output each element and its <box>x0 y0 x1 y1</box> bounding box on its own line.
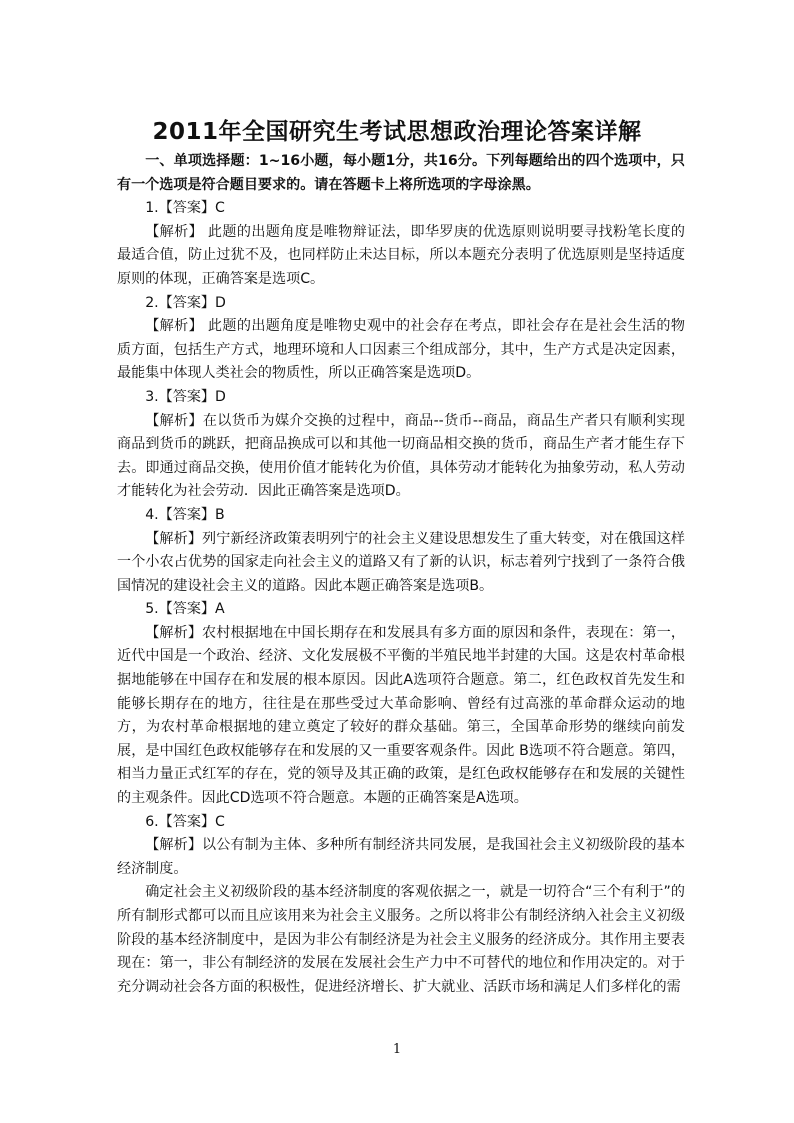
document-body <box>117 150 685 999</box>
answer-line: 2.【答案】D <box>145 294 226 311</box>
section-heading: 一、单项选择题：1~16小题，每小题1分，共16分。下列每题给出的四个选项中，只有一个选项是符合题目要求的。请在答题卡上将所选项的字母涂黑。 <box>117 153 685 193</box>
answer-line: 3.【答案】D <box>145 388 226 405</box>
explanation-paragraph: 确定社会主义初级阶段的基本经济制度的客观依据之一，就是一切符合“三个有利于”的所有制形式都可以而且应该用来为社会主义服务。之所以将非公有制经济纳入社会主义初级阶段的基本经济制度中，是因为非公有制经济是为社会主义服务的经济成分。其作用主要表现在：第一，非公有制经济的发展在发展社会生产力中不可替代的地位和作用决定的。对于充分调动社会各方面的积极性，促进经济增长、扩大就业、活跃市场和满足人们多样化的需 <box>117 884 685 995</box>
explanation-paragraph: 【解析】 此题的出题角度是唯物史观中的社会存在考点，即社会存在是社会生活的物质方面，包括生产方式，地理环境和人口因素三个组成部分，其中，生产方式是决定因素，最能集中体现人类社会的物质性，所以正确答案是选项D。 <box>117 318 685 382</box>
explanation-paragraph: 【解析】在以货币为媒介交换的过程中，商品--货币--商品，商品生产者只有顺利实现商品到货币的跳跃，把商品换成可以和其他一切商品相交换的货币，商品生产者才能生存下去。即通过商品交换，使用价值才能转化为价值，具体劳动才能转化为抽象劳动，私人劳动才能转化为社会劳动．因此正确答案是选项D。 <box>117 412 685 500</box>
explanation-paragraph: 【解析】以公有制为主体、多种所有制经济共同发展，是我国社会主义初级阶段的基本经济制度。 <box>117 837 685 877</box>
explanation-paragraph: 【解析】农村根据地在中国长期存在和发展具有多方面的原因和条件，表现在：第一，近代中国是一个政治、经济、文化发展极不平衡的半殖民地半封建的大国。这是农村革命根据地能够在中国存在和发展的根本原因。因此A选项符合题意。第二，红色政权首先发生和能够长期存在的地方，往往是在那些受过大革命影响、曾经有过高涨的革命群众运动的地方，为农村革命根据地的建立奠定了较好的群众基础。第三，全国革命形势的继续向前发展，是中国红色政权能够存在和发展的又一重要客观条件。因此 B选项不符合题意。第四，相当力量正式红军的存在，党的领导及其正确的政策，是红色政权能够存在和发展的关键性的主观条件。因此CD选项不符合题意。本题的正确答案是A选项。 <box>117 624 685 807</box>
page-number: 1 <box>392 1042 402 1057</box>
explanation-paragraph: 【解析】 此题的出题角度是唯物辩证法，即华罗庚的优选原则说明要寻找粉笔长度的最适合值，防止过犹不及，也同样防止未达目标，所以本题充分表明了优选原则是坚持适度原则的体现，正确答案是选项C。 <box>117 223 685 287</box>
answer-line: 6.【答案】C <box>145 813 225 830</box>
answer-line: 4.【答案】B <box>145 506 225 523</box>
answer-line: 1.【答案】C <box>145 200 225 217</box>
explanation-paragraph: 【解析】列宁新经济政策表明列宁的社会主义建设思想发生了重大转变，对在俄国这样一个小农占优势的国家走向社会主义的道路又有了新的认识，标志着列宁找到了一条符合俄国情况的建设社会主义的道路。因此本题正确答案是选项B。 <box>117 530 685 594</box>
document-title: 2011年全国研究生考试思想政治理论答案详解 <box>152 119 642 145</box>
answer-line: 5.【答案】A <box>145 601 225 618</box>
